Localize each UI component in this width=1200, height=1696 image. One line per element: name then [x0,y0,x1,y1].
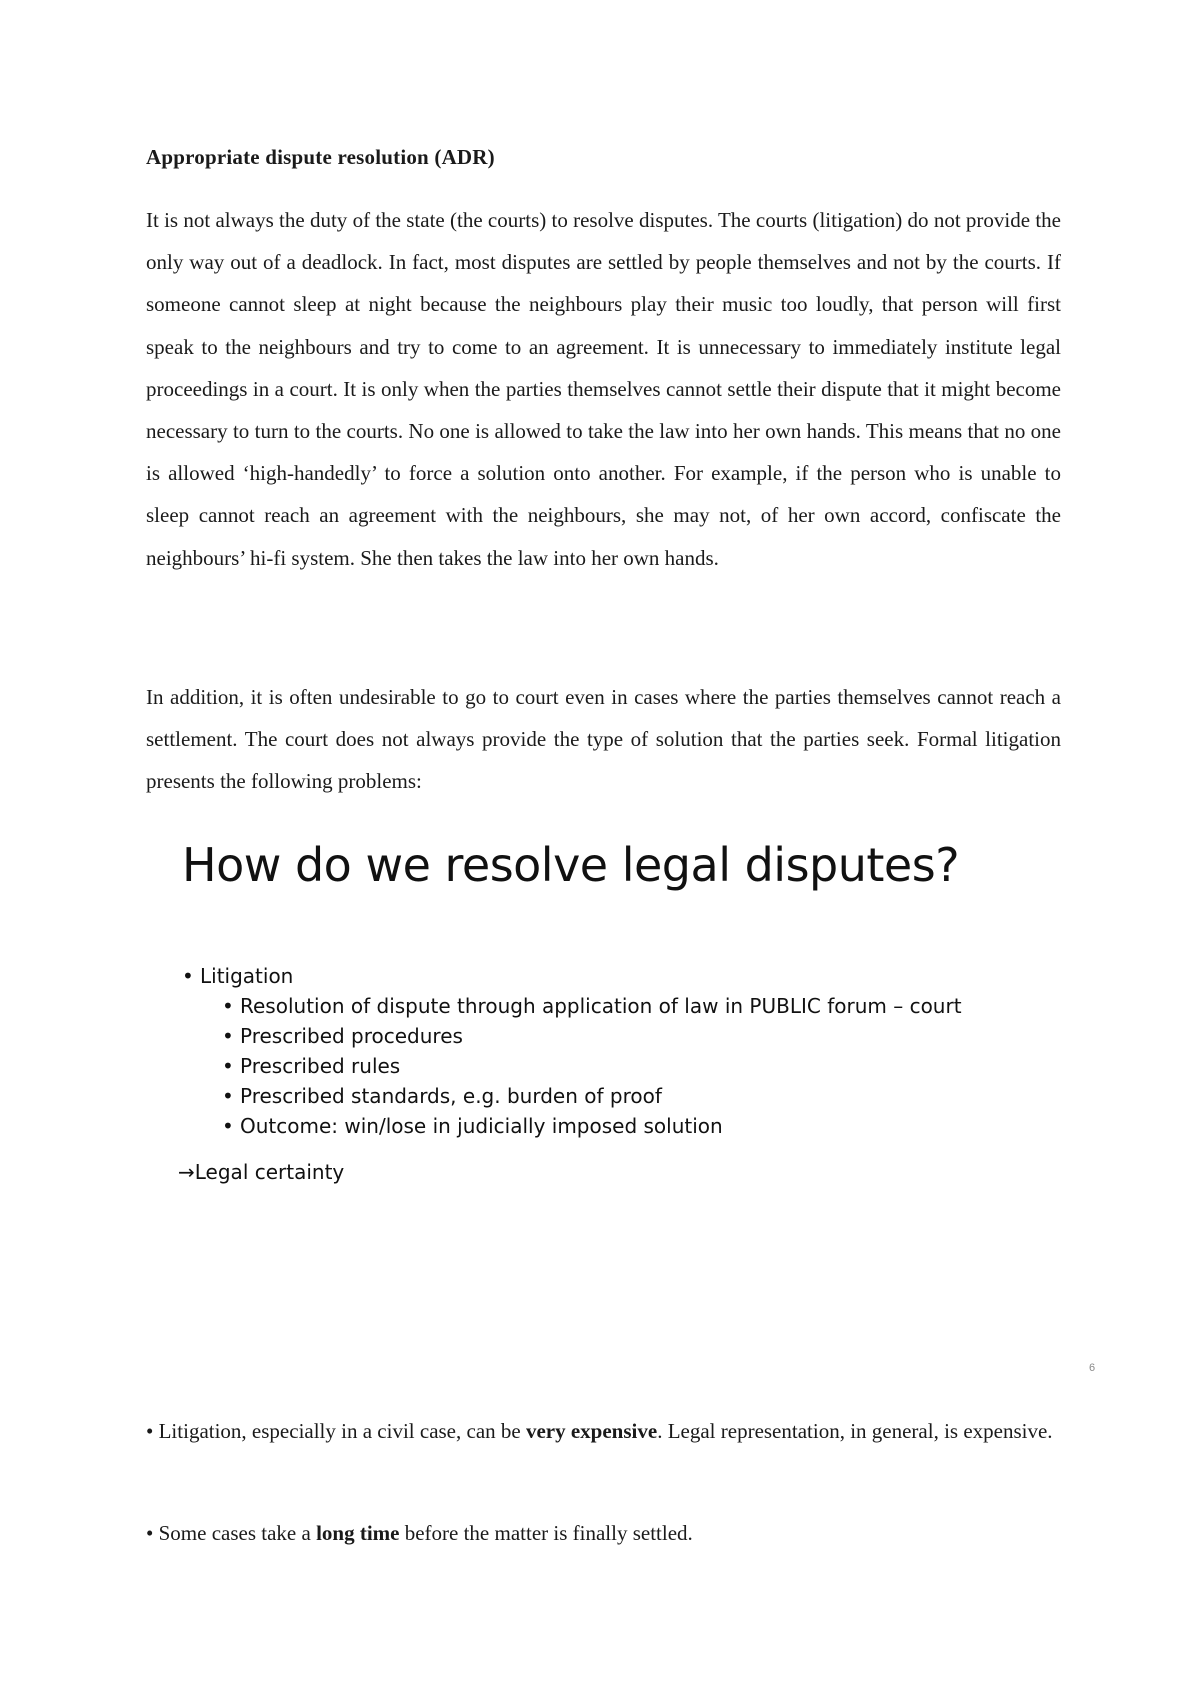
slide-subbullet-label: Prescribed rules [240,1054,401,1078]
bullet-icon: • [222,1024,234,1048]
paragraph-litigation-problems: In addition, it is often undesirable to go to court even in cases where the parties themselves cannot reach a settlement. The court does not always provide the type of solution that the parties seek. Formal litigation presents the following problems: [146,685,1061,794]
slide-conclusion-label: Legal certainty [194,1160,345,1184]
page-number: 6 [1089,1362,1096,1374]
slide-subbullet-label: Prescribed standards, e.g. burden of proof [240,1084,662,1108]
slide-subbullet [222,1054,400,1078]
bullet-text-after: . Legal representation, in general, is expensive. [657,1419,1053,1443]
slide-subbullet [222,994,962,1018]
slide-subbullet-label: Resolution of dispute through application of law in PUBLIC forum – court [240,994,962,1018]
paragraph-adr-intro: It is not always the duty of the state (the courts) to resolve disputes. The courts (litigation) do not provide the only way out of a deadlock. In fact, most disputes are settled by people themselves and not by the courts. If someone cannot sleep at night because the neighbours play their music too loudly, that person will first speak to the neighbours and try to come to an agreement. It is unnecessary to immediately institute legal proceedings in a court. It is only when the parties themselves cannot settle their dispute that it might become necessary to turn to the courts. No one is allowed to take the law into her own hands. This means that no one is allowed ‘high-handedly’ to force a solution onto another. For example, if the person who is unable to sleep cannot reach an agreement with the neighbours, she may not, of her own accord, confiscate the neighbours’ hi-fi system. She then takes the law into her own hands. [146,208,1061,570]
section-heading: Appropriate dispute resolution (ADR) [146,145,495,169]
bullet-emphasis: very expensive [525,1419,658,1443]
slide-conclusion [178,1160,344,1184]
embedded-slide [178,838,1082,1184]
bullet-emphasis: long time [316,1521,400,1545]
bullet-paragraph-expensive [146,1410,1061,1452]
slide-subbullet [222,1024,463,1048]
bullet-text-before: Litigation, especially in a civil case, can be [153,1419,526,1443]
bullet-text-after: before the matter is finally settled. [399,1521,693,1545]
slide-bullet-litigation [182,964,293,988]
bullet-text-before: Some cases take a [153,1521,317,1545]
slide-title: How do we resolve legal disputes? [182,838,960,892]
bullet-paragraph-long-time [146,1512,1061,1554]
bullet-icon: • [146,1419,154,1443]
bullet-icon: • [222,994,234,1018]
bullet-icon: • [182,964,194,988]
slide-subbullet [222,1084,662,1108]
bullet-icon: • [146,1521,154,1545]
arrow-right-icon: → [178,1160,195,1184]
slide-subbullet-label: Outcome: win/lose in judicially imposed solution [240,1114,723,1138]
bullet-icon: • [222,1054,234,1078]
slide-subbullet-label: Prescribed procedures [240,1024,463,1048]
slide-bullet-label: Litigation [200,964,294,988]
slide-subbullet [222,1114,723,1138]
bullet-icon: • [222,1084,234,1108]
bullet-icon: • [222,1114,234,1138]
